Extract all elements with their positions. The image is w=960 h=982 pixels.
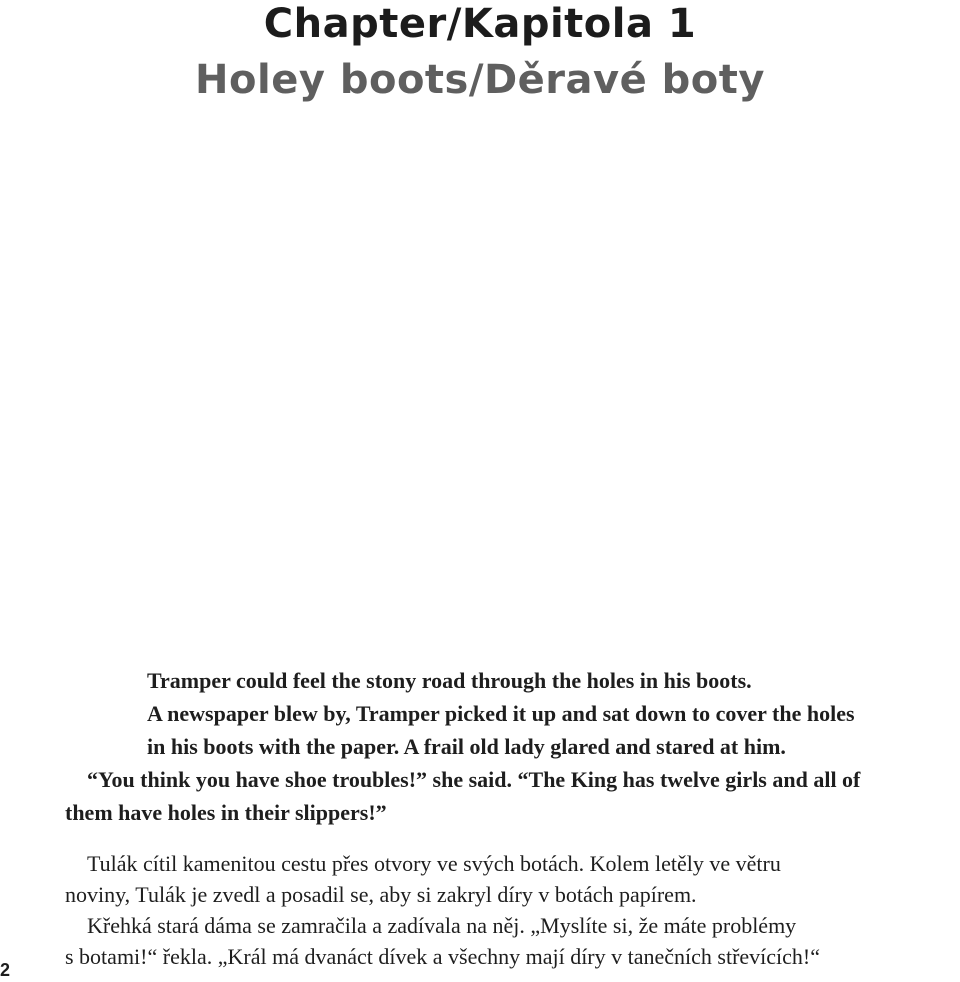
story-cs-line: Křehká stará dáma se zamračila a zadívala na něj. „Myslíte si, že máte problémy [87,913,797,938]
old-lady-and-tramper-illustration [175,170,880,610]
story-cs-line: s botami!“ řekla. „Král má dvanáct dívek a všechny mají díry v tanečních střevících!“ [65,944,821,969]
story-en-line: “You think you have shoe troubles!” she said. “The King has twelve girls and all of [87,767,861,792]
story-en-line: in his boots with the paper. A frail old lady glared and stared at him. [147,734,786,759]
story-en-line: A newspaper blew by, Tramper picked it up and sat down to cover the holes [147,701,855,726]
chapter-title: Chapter/Kapitola 1 [263,1,697,47]
story-text-czech [65,848,957,972]
story-cs-line: Tulák cítil kamenitou cestu přes otvory ve svých botách. Kolem letěly ve větru [87,851,781,876]
story-text-english [65,664,957,829]
story-en-line: them have holes in their slippers!” [65,800,387,825]
story-en-line: Tramper could feel the stony road through the holes in his boots. [147,668,752,693]
chapter-subtitle: Holey boots/Děravé boty [195,57,765,103]
page-number: 2 [0,960,11,980]
story-illustration [175,170,880,610]
story-cs-line: noviny, Tulák je zvedl a posadil se, aby si zakryl díry v botách papírem. [65,882,697,907]
